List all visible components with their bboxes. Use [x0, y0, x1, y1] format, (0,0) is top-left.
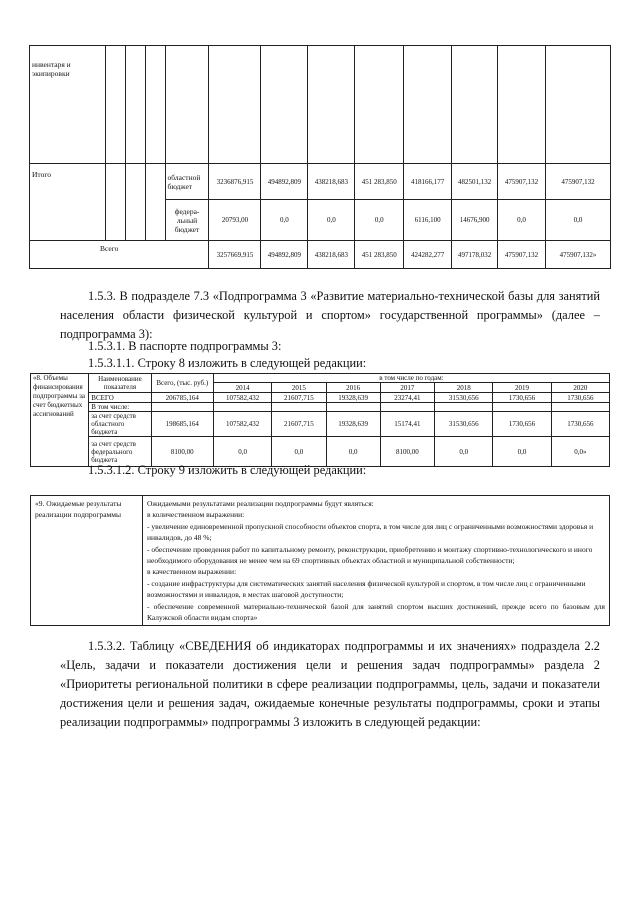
vsego-label: Всего	[30, 241, 209, 269]
row9-title: «9. Ожидаемые результаты реализации подпрограммы	[31, 496, 143, 626]
row-name: за счет средств областного бюджета	[89, 412, 151, 437]
cell: 0,0	[213, 437, 271, 467]
row-label-inventory: инвентаря и экипировки	[30, 46, 106, 164]
source-oblast: областной бюджет	[165, 164, 209, 200]
cell: 1730,656	[493, 393, 551, 403]
row-name: ВСЕГО	[89, 393, 151, 403]
cell: 451 283,850	[355, 164, 404, 200]
result-line: Ожидаемыми результатами реализации подпрограммы будут являться:	[147, 499, 374, 508]
year-header: 2017	[380, 383, 434, 393]
cell: 1730,656	[551, 412, 609, 437]
cell: 424282,277	[404, 241, 452, 269]
finance-row-8-table	[30, 373, 610, 467]
paragraph-1-5-3-1: 1.5.3.1. В паспорте подпрограммы 3:	[88, 339, 282, 353]
cell: 438218,683	[308, 164, 355, 200]
row-total: 206785,164	[151, 393, 213, 403]
cell: 14676,900	[452, 200, 498, 241]
cell: 0,0	[546, 200, 611, 241]
result-line: - обеспечение современной материально-технической базой для занятий спортом высших достижений, прежде всего по базовым для Калужской области видам спорта»	[147, 601, 605, 623]
result-line: - обеспечение проведения работ по капитальному ремонту, реконструкции, приобретению и монтажу спортивно-технологического и иного необходимого оборудования не менее чем на 69 спортивных объектах областной и муниципальной собственности;	[147, 544, 593, 566]
result-line: - создание инфраструктуры для систематических занятий населения физической культурой и спортом, в том числе лиц с ограниченными возможностями и инвалидов, в местах шаговой доступности;	[147, 578, 586, 600]
year-header: 2020	[551, 383, 609, 393]
cell: 0,0	[493, 437, 551, 467]
cell: 3236876,915	[209, 164, 261, 200]
paragraph-1-5-3-1-2: 1.5.3.1.2. Строку 9 изложить в следующей редакции:	[88, 463, 367, 477]
cell: 494892,809	[261, 241, 308, 269]
cell: 418166,177	[404, 164, 452, 200]
itogo-label: Итого	[30, 164, 106, 241]
row-name: за счет средств федерального бюджета	[89, 437, 151, 467]
result-line: - увеличение единовременной пропускной способности объектов спорта, в том числе для лиц с ограниченными возможностями здоровья и инвалидов, до 48 %;	[147, 521, 594, 543]
table-row	[31, 412, 610, 437]
row-name: В том числе:	[89, 403, 151, 412]
cell: 19328,639	[326, 412, 380, 437]
paragraph-1-5-3-2: 1.5.3.2. Таблицу «СВЕДЕНИЯ об индикаторах подпрограммы и их значениях» подраздела 2.2 «Цель, задачи и показатели достижения цели и решения задач подпрограммы» раздела 2 «Приоритеты региональной политики в сфере реализации подпрограммы, цель, задачи и показатели достижения цели и решения задач, ожидаемые конечные результаты подпрограммы, сроки и этапы реализации подпрограммы» подпрограммы 3 изложить в следующей редакции:	[60, 639, 600, 729]
cell: 0,0»	[551, 437, 609, 467]
cell: 475907,132	[498, 241, 546, 269]
cell: 20793,00	[209, 200, 261, 241]
results-row-9-table	[30, 495, 610, 626]
source-federal: федера-льный бюджет	[165, 200, 209, 241]
cell: 475907,132	[498, 164, 546, 200]
cell: 19328,639	[326, 393, 380, 403]
row-total: 198685,164	[151, 412, 213, 437]
cell: 475907,132»	[546, 241, 611, 269]
cell: 0,0	[261, 200, 308, 241]
cell: 21607,715	[272, 393, 326, 403]
cell: 438218,683	[308, 241, 355, 269]
row9-content	[143, 496, 610, 626]
table-row	[31, 403, 610, 412]
cell: 0,0	[326, 437, 380, 467]
cell: 0,0	[498, 200, 546, 241]
year-header: 2019	[493, 383, 551, 393]
cell: 497178,032	[452, 241, 498, 269]
cell: 0,0	[308, 200, 355, 241]
years-header: в том числе по годам:	[213, 374, 609, 383]
vsego-row	[30, 241, 611, 269]
cell: 107582,432	[213, 393, 271, 403]
row-total: 8100,00	[151, 437, 213, 467]
cell: 8100,00	[380, 437, 434, 467]
cell: 0,0	[272, 437, 326, 467]
cell: 482501,132	[452, 164, 498, 200]
result-line: в количественном выражении:	[147, 510, 245, 520]
financing-continuation-table	[29, 45, 611, 269]
cell: 107582,432	[213, 412, 271, 437]
col-name-header: Наименование показателя	[89, 374, 151, 393]
year-header: 2015	[272, 383, 326, 393]
cell: 475907,132	[546, 164, 611, 200]
cell: 1730,656	[493, 412, 551, 437]
year-header: 2018	[435, 383, 493, 393]
row8-title: «8. Объемы финансирования подпрограммы за счет бюджетных ассигнований	[31, 374, 89, 467]
cell: 31530,656	[435, 412, 493, 437]
cell: 1730,656	[551, 393, 609, 403]
paragraph-1-5-3-1-1: 1.5.3.1.1. Строку 8 изложить в следующей редакции:	[88, 356, 367, 370]
year-header: 2014	[213, 383, 271, 393]
paragraph-1-5-3: 1.5.3. В подразделе 7.3 «Подпрограмма 3 «Развитие материально-технической базы для занятий населения области физической культурой и спортом» государственной программы» (далее – подпрограмма 3):	[60, 289, 600, 341]
year-header: 2016	[326, 383, 380, 393]
cell: 0,0	[435, 437, 493, 467]
col-total-header: Всего, (тыс. руб.)	[151, 374, 213, 393]
cell: 0,0	[355, 200, 404, 241]
result-line: в качественном выражении:	[147, 567, 237, 577]
cell: 23274,41	[380, 393, 434, 403]
cell: 3257669,915	[209, 241, 261, 269]
cell: 31530,656	[435, 393, 493, 403]
cell: 6116,100	[404, 200, 452, 241]
cell: 494892,809	[261, 164, 308, 200]
cell: 451 283,850	[355, 241, 404, 269]
itogo-oblast-row	[30, 164, 611, 200]
table-row	[31, 393, 610, 403]
cell: 21607,715	[272, 412, 326, 437]
cell: 15174,41	[380, 412, 434, 437]
